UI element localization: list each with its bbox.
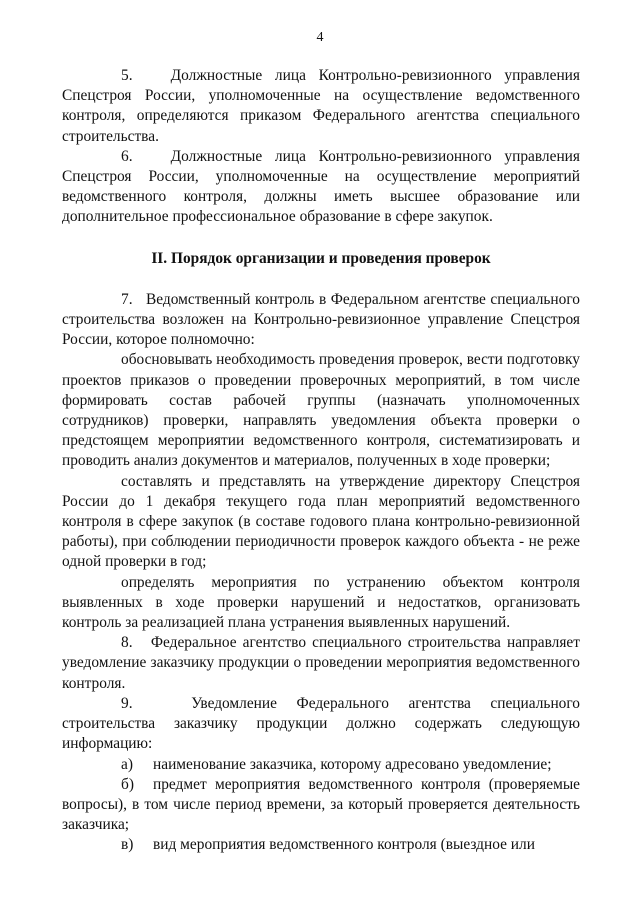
paragraph-7: 7. Ведомственный контроль в Федеральном агентстве специального строительства возложен на Контрольно-ревизионное управление Спецстроя России, которое полномочно: (62, 290, 580, 349)
section-heading: II. Порядок организации и проведения проверок (151, 249, 491, 267)
paragraph-9: 9. Уведомление Федерального агентства специального строительства заказчику продукции должно содержать следующую информацию: (62, 694, 580, 753)
list-item-text: вид мероприятия ведомственного контроля (выездное или (153, 836, 535, 854)
list-item-text: предмет мероприятия ведомственного контроля (проверяемые вопросы), в том числе период времени, за который проверяется деятельность заказчика; (62, 775, 580, 834)
document-body (62, 66, 580, 856)
list-item-c (62, 835, 580, 855)
paragraph-8: 8. Федеральное агентство специального строительства направляет уведомление заказчику продукции о проведении мероприятия ведомственного контроля. (62, 634, 580, 692)
list-item-letter: в) (121, 836, 134, 854)
paragraph-7-item-2: составлять и представлять на утверждение директору Спецстроя России до 1 декабря текущего года план мероприятий ведомственного контроля в сфере закупок (в составе годового плана контрольно-ревизионной работы), при соблюдении периодичности проверок каждого объекта - не реже одной проверки в год; (62, 472, 580, 571)
list-item-text: наименование заказчика, которому адресовано уведомление; (153, 755, 552, 773)
paragraph-5: 5. Должностные лица Контрольно-ревизионного управления Спецстроя России, уполномоченные на осуществление ведомственного контроля, определяются приказом Федерального агентства специального строительства. (62, 67, 580, 145)
paragraph-6: 6. Должностные лица Контрольно-ревизионного управления Спецстроя России, уполномоченные на осуществление мероприятий ведомственного контроля, должны иметь высшее образование или дополнительное профессиональное образование в сфере закупок. (62, 147, 580, 226)
list-item-a (62, 755, 580, 775)
paragraph-7-item-1: обосновывать необходимость проведения проверок, вести подготовку проектов приказов о проведении проверочных мероприятий, в том числе формировать состав рабочей группы (назначать уполномоченных сотрудников) проверки, направлять уведомления объекта проверки о предстоящем мероприятии ведомственного контроля, систематизировать и проводить анализ документов и материалов, полученных в ходе проверки; (62, 351, 580, 470)
list-item-letter: а) (121, 755, 133, 773)
page-number: 4 (316, 30, 324, 45)
paragraph-7-item-3: определять мероприятия по устранению объектом контроля выявленных в ходе проверки нарушений и недостатков, организовать контроль за реализацией плана устранения выявленных нарушений. (62, 573, 580, 632)
list-item-letter: б) (121, 775, 134, 793)
list-item-b (62, 775, 580, 836)
